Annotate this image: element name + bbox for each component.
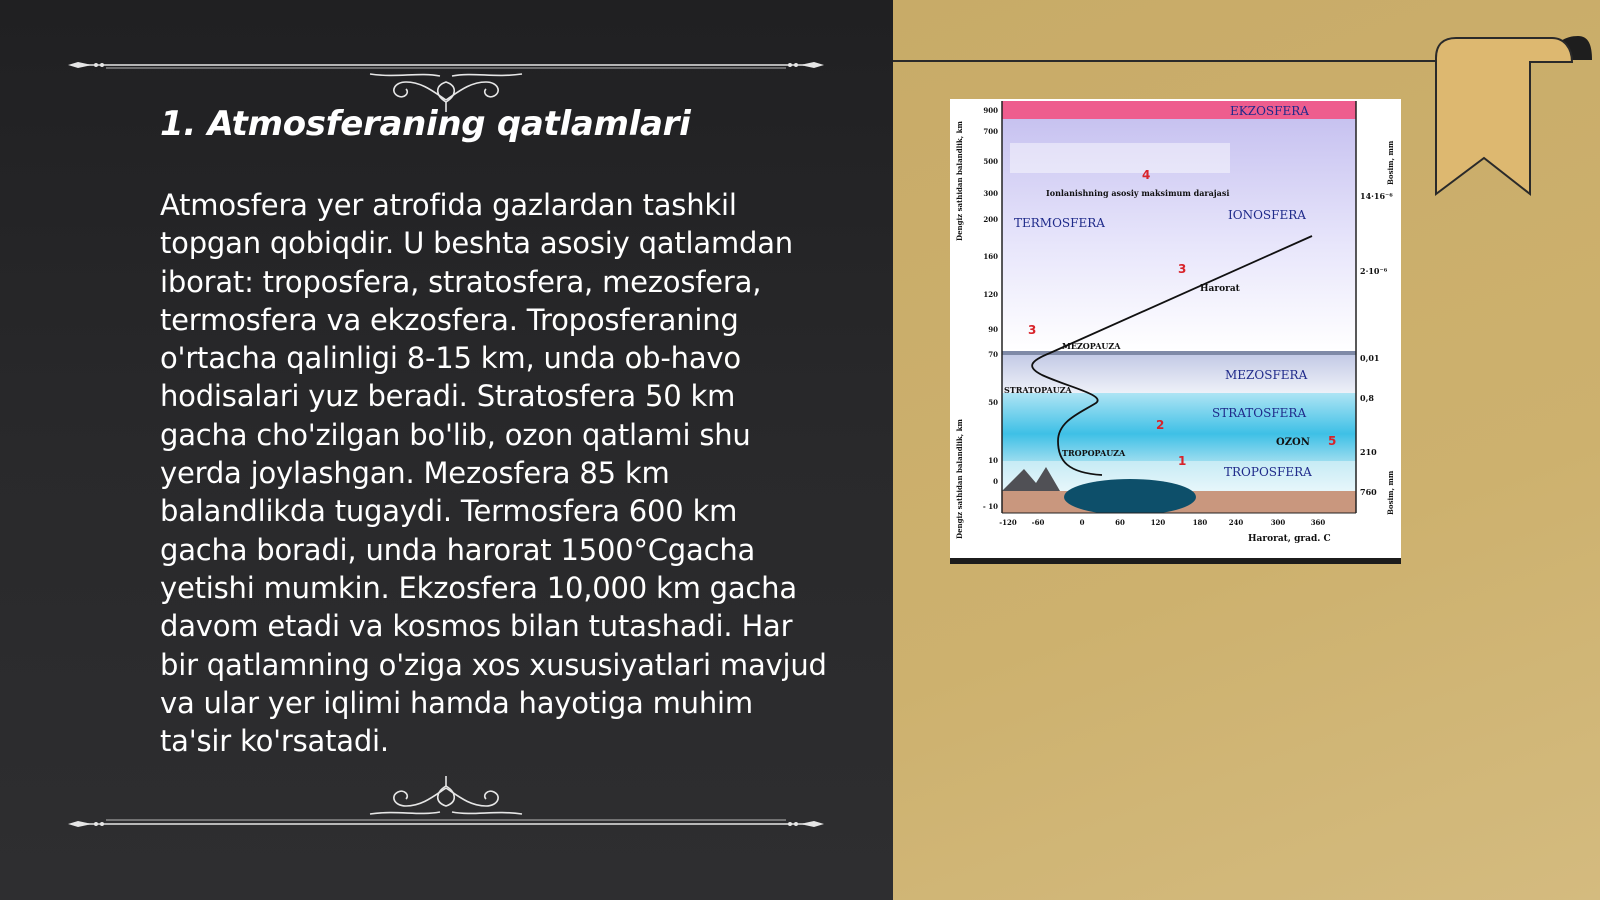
alt-tick: 200 — [983, 215, 998, 224]
pressure-tick: 210 — [1360, 447, 1377, 457]
alt-tick: 0 — [993, 477, 998, 486]
temp-tick: 360 — [1310, 518, 1326, 527]
x-axis-title: Harorat, grad. C — [1248, 534, 1331, 544]
marker-4: 4 — [1142, 168, 1151, 182]
label-ionosphere: IONOSFERA — [1228, 208, 1306, 222]
marker-1: 1 — [1178, 454, 1187, 468]
alt-tick: 700 — [983, 127, 998, 136]
marker-3-lower: 3 — [1028, 323, 1037, 337]
right-axis-title-top: Bosim, mm — [1386, 140, 1395, 185]
label-mesopause: MEZOPAUZA — [1062, 341, 1121, 351]
pressure-tick: 14·16⁻⁶ — [1360, 191, 1393, 201]
alt-tick: 500 — [983, 157, 998, 166]
bookmark-ribbon — [1432, 34, 1592, 204]
left-axis-title-bottom: Dengiz sathidan balandlik, km — [955, 419, 964, 539]
temp-tick: 0 — [1079, 518, 1085, 527]
slide-title: 1. Atmosferaning qatlamlari — [160, 104, 691, 144]
alt-tick: 900 — [983, 106, 998, 115]
temp-tick: 120 — [1150, 518, 1166, 527]
label-exosphere: EKZOSFERA — [1230, 104, 1309, 118]
pressure-tick: 760 — [1360, 487, 1377, 497]
marker-2: 2 — [1156, 418, 1165, 432]
ionization-note: Ionlanishning asosiy maksimum darajasi — [1046, 188, 1230, 198]
alt-tick: 160 — [983, 252, 998, 261]
left-axis-title-top: Dengiz sathidan balandlik, km — [955, 121, 964, 241]
alt-tick: 10 — [988, 456, 998, 465]
label-temperature: Harorat — [1200, 284, 1240, 294]
label-ozone: OZON — [1276, 437, 1310, 448]
pressure-tick: 2·10⁻⁶ — [1360, 266, 1388, 276]
label-thermosphere: TERMOSFERA — [1014, 216, 1105, 230]
right-axis-title-bottom: Bosim, mm — [1386, 470, 1395, 515]
pressure-tick: 0,8 — [1360, 393, 1374, 403]
marker-5: 5 — [1328, 434, 1337, 448]
label-stratosphere: STRATOSFERA — [1212, 406, 1307, 420]
label-stratopause: STRATOPAUZA — [1004, 385, 1072, 395]
alt-tick: - 10 — [982, 502, 998, 511]
stratosphere-band — [1002, 393, 1356, 461]
ocean-shape — [1064, 479, 1196, 515]
atmosphere-layers-figure — [950, 99, 1401, 564]
temp-tick: 180 — [1192, 518, 1208, 527]
atmosphere-diagram — [950, 99, 1401, 564]
ornament-top — [68, 52, 824, 112]
temp-tick: -120 — [999, 518, 1017, 527]
header-rule — [893, 60, 1438, 62]
label-tropopause: TROPOPAUZA — [1062, 448, 1126, 458]
slide-body-text: Atmosfera yer atrofida gazlardan tashkil topgan qobiqdir. U beshta asosiy qatlamdan iborat: troposfera, stratosfera, mezosfera, termosfera va ekzosfera. Troposferaning o'rtacha qalinligi 8-15 km, unda ob-havo hodisalari yuz beradi. Stratosfera 50 km gacha cho'zilgan bo'lib, ozon qatlami shu yerda joylashgan. Mezosfera 85 km balandlikda tugaydi. Termosfera 600 km gacha boradi, unda harorat 1500°Cgacha yetishi mumkin. Ekzosfera 10,000 km gacha davom etadi va kosmos bilan tutashadi. Har bir qatlamning o'ziga xos xususiyatlari mavjud va ular yer iqlimi hamda hayotiga muhim ta'sir ko'rsatadi. — [160, 188, 827, 759]
temp-tick: -60 — [1031, 518, 1045, 527]
temp-tick: 240 — [1228, 518, 1244, 527]
alt-tick: 120 — [983, 290, 998, 299]
temp-tick: 300 — [1270, 518, 1286, 527]
label-troposphere: TROPOSFERA — [1224, 465, 1312, 479]
alt-tick: 70 — [988, 350, 998, 359]
label-mesosphere: MEZOSFERA — [1225, 368, 1308, 382]
temp-tick: 60 — [1115, 518, 1125, 527]
alt-tick: 300 — [983, 189, 998, 198]
ornament-bottom — [68, 774, 824, 834]
alt-tick: 50 — [988, 398, 998, 407]
marker-3-upper: 3 — [1178, 262, 1187, 276]
pressure-tick: 0,01 — [1360, 353, 1380, 363]
alt-tick: 90 — [988, 325, 998, 334]
